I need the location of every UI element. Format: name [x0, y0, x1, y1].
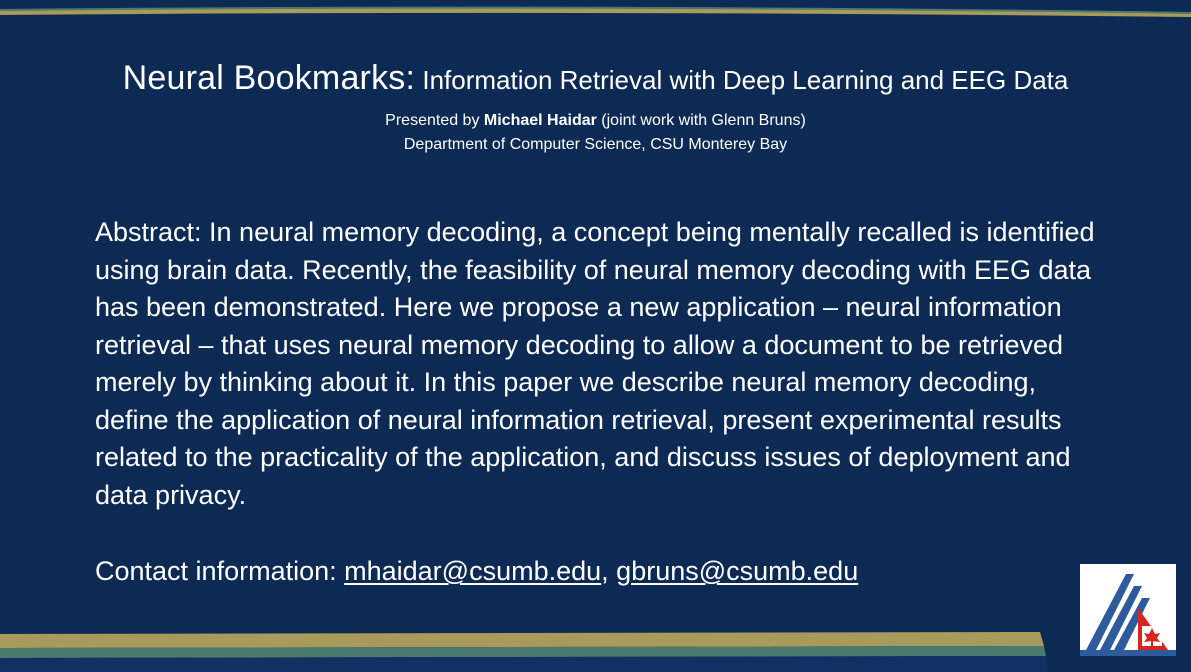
contact-line	[95, 553, 858, 590]
email-separator: ,	[601, 556, 617, 586]
email-link-gbruns[interactable]: gbruns@csumb.edu	[616, 556, 859, 586]
title-subtitle: Information Retrieval with Deep Learning and EEG Data	[415, 65, 1069, 95]
header	[0, 56, 1191, 157]
presenter-note: (joint work with Glenn Bruns)	[596, 112, 806, 129]
top-decorative-stripes	[0, 0, 1191, 22]
university-logo-icon	[1080, 564, 1176, 656]
bottom-decorative-stripes	[0, 628, 1191, 672]
presenter-line	[0, 109, 1191, 133]
title-main: Neural Bookmarks:	[122, 59, 416, 97]
email-link-mhaidar[interactable]: mhaidar@csumb.edu	[344, 556, 602, 586]
slide-title	[0, 56, 1191, 107]
presenter-name: Michael Haidar	[483, 112, 597, 129]
presented-by-label: Presented by	[385, 112, 484, 129]
department-line: Department of Computer Science, CSU Monterey Bay	[403, 136, 788, 153]
abstract-text: Abstract: In neural memory decoding, a concept being mentally recalled is identified using brain data. Recently, the feasibility of neural memory decoding with EEG data has been demonstrated. Here we propose a new application – neural information retrieval – that uses neural memory decoding to allow a document to be retrieved merely by thinking about it. In this paper we describe neural memory decoding, define the application of neural information retrieval, present experimental results related to the practicality of the application, and discuss issues of deployment and data privacy.	[95, 217, 1095, 510]
contact-label: Contact information:	[95, 556, 345, 586]
